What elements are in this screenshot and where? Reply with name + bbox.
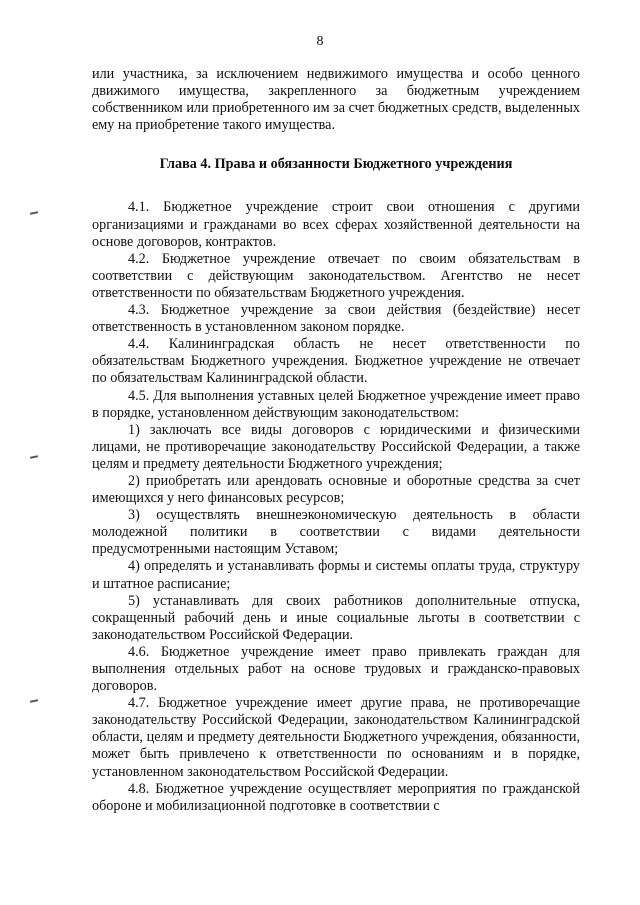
paragraph-4-4: 4.4. Калининградская область не несет ответственности по обязательствам Бюджетного учреждения. Бюджетное учреждение не отвечает по обязательствам Калининградской области. [92,336,580,387]
chapter-title: Глава 4. Права и обязанности Бюджетного учреждения [159,156,513,173]
list-item-1: 1) заключать все виды договоров с юридическими и физическими лицами, не противоречащие законодательству Российской Федерации, а также целям и предмету деятельности Бюджетного учреждения; [92,421,580,472]
document-body [92,66,580,815]
margin-mark [30,699,38,703]
paragraph-4-5: 4.5. Для выполнения уставных целей Бюджетное учреждение имеет право в порядке, установленном действующим законодательством: [92,387,580,421]
list-item-3: 3) осуществлять внешнеэкономическую деятельность в области молодежной политики в соответствии с видами деятельности предусмотренными настоящим Уставом; [92,507,580,558]
paragraph-4-2: 4.2. Бюджетное учреждение отвечает по своим обязательствам в соответствии с действующим законодательством. Агентство не несет ответственности по обязательствам Бюджетного учреждения. [92,250,580,301]
paragraph-4-3: 4.3. Бюджетное учреждение за свои действия (бездействие) несет ответственность в установленном законом порядке. [92,302,580,336]
paragraph-4-6: 4.6. Бюджетное учреждение имеет право привлекать граждан для выполнения отдельных работ на основе трудовых и гражданско-правовых договоров. [92,643,580,695]
paragraph-4-1: 4.1. Бюджетное учреждение строит свои отношения с другими организациями и гражданами во всех сферах хозяйственной деятельности на основе договоров, контрактов. [92,199,580,250]
list-item-5: 5) устанавливать для своих работников дополнительные отпуска, сокращенный рабочий день и иные социальные льготы в соответствии с законодательством Российской Федерации. [92,592,580,643]
page-number: 8 [316,34,324,49]
list-item-2: 2) приобретать или арендовать основные и оборотные средства за счет имеющихся у него финансовых ресурсов; [92,472,580,507]
paragraph-4-8: 4.8. Бюджетное учреждение осуществляет мероприятия по гражданской обороне и мобилизационной подготовке в соответствии с [92,780,580,814]
intro-paragraph: или участника, за исключением недвижимого имущества и особо ценного движимого имущества, закрепленного за бюджетным учреждением собственником или приобретенного им за счет бюджетных средств, выделенных ему на приобретение такого имущества. [92,66,580,134]
margin-mark [30,455,38,459]
margin-mark [30,211,38,215]
list-item-4: 4) определять и устанавливать формы и системы оплаты труда, структуру и штатное расписание; [92,558,580,592]
paragraph-4-7: 4.7. Бюджетное учреждение имеет другие права, не противоречащие законодательству Российской Федерации, законодательством Калининградской области, целям и предмету деятельности Бюджетного учреждения, обязанности, может быть привлечено к ответственности по основаниям и в порядке, установленном законодательством Российской Федерации. [92,695,580,780]
